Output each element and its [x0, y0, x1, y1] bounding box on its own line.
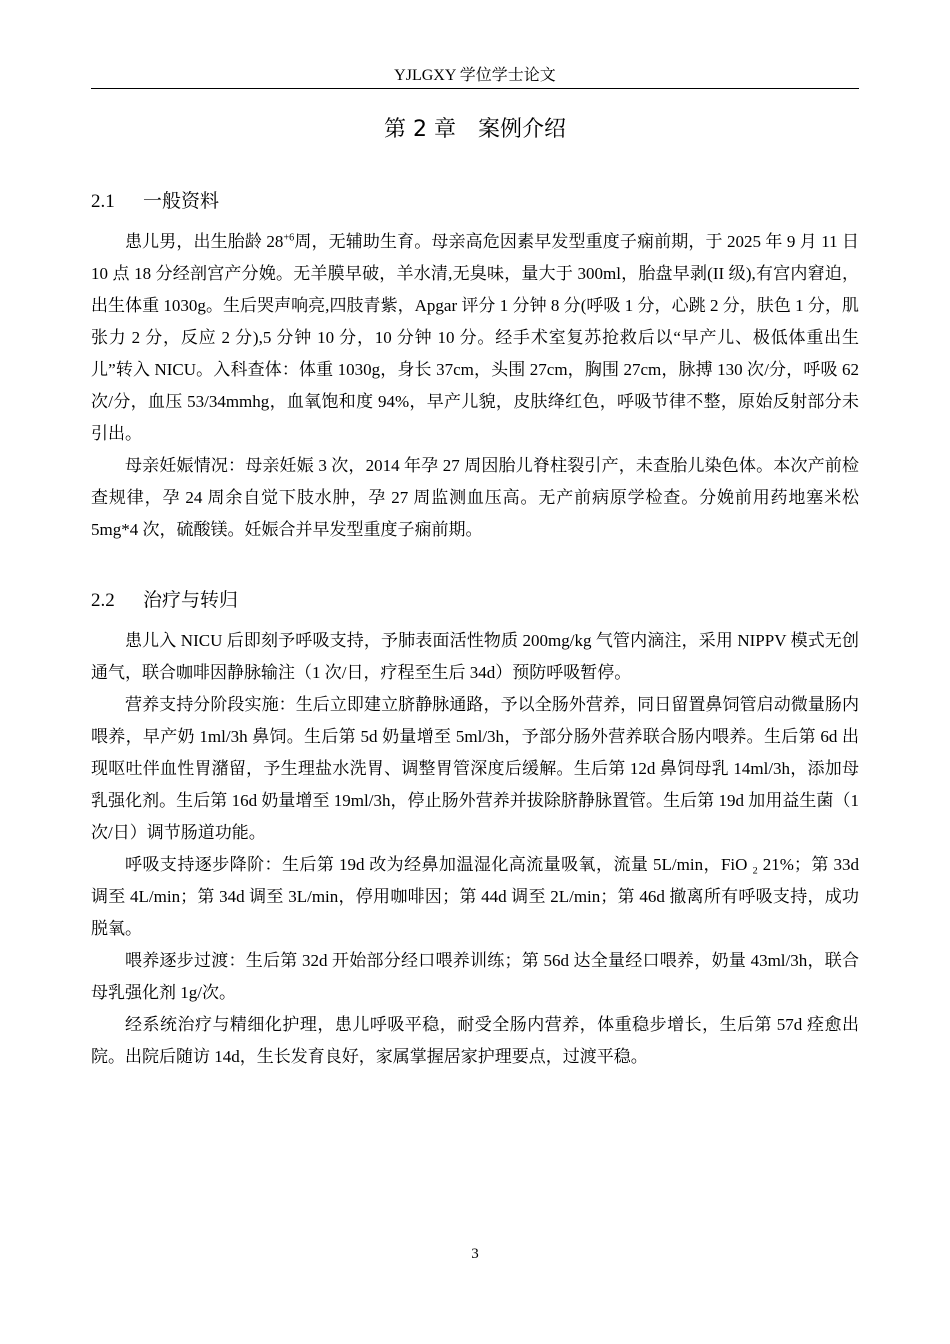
- running-title: YJLGXY 学位学士论文: [394, 67, 556, 84]
- paragraph-outcome: 经系统治疗与精细化护理，患儿呼吸平稳，耐受全肠内营养，体重稳步增长，生后第 57d 痊愈出院。出院后随访 14d，生长发育良好，家属掌握居家护理要点，过渡平稳。: [91, 1015, 859, 1066]
- paragraph-patient-info: [91, 226, 859, 450]
- section-body-general-info: [91, 226, 859, 546]
- page-header: [91, 64, 859, 89]
- page-number: 3: [471, 1246, 479, 1262]
- paragraph-text: 患儿男，出生胎龄 28: [125, 232, 284, 251]
- section-heading-treatment: [91, 586, 859, 615]
- gestational-days-superscript: +6: [283, 232, 295, 244]
- paragraph-feeding-transition: 喂养逐步过渡：生后第 32d 开始部分经口喂养训练；第 56d 达全量经口喂养，奶量 43ml/3h，联合母乳强化剂 1g/次。: [91, 951, 859, 1002]
- paragraph-respiratory-weaning: 呼吸支持逐步降阶：生后第 19d 改为经鼻加温湿化高流量吸氧，流量 5L/min，FiO ₂ 21%；第 33d 调至 4L/min；第 34d 调至 3L/min，停用咖啡因；第 44d 调至 2L/min；第 46d 撤离所有呼吸支持，成功脱氧。: [91, 855, 859, 938]
- section-heading-general-info: [91, 187, 859, 216]
- chapter-title: 第 2 章 案例介绍: [384, 117, 566, 142]
- section-number: 2.1: [91, 191, 115, 212]
- section-number: 2.2: [91, 590, 115, 611]
- paragraph-text: 周，无辅助生育。母亲高危因素早发型重度子痫前期，于 2025 年 9 月 11 日 10 点 18 分经剖宫产分娩。无羊膜早破，羊水清,无臭味，量大于 300ml，胎盘早剥(II 级),有宫内窘迫，出生体重 1030g。生后哭声响亮,四肢青紫，Apgar 评分 1 分钟 8 分(呼吸 1 分，心跳 2 分，肤色 1 分，肌张力 2 分，反应 2 分),5 分钟 10 分，10 分钟 10 分。经手术室复苏抢救后以“早产儿、极低体重出生儿”转入 NICU。入科查体：体重 1030g，身长 37cm，头围 27cm，胸围 27cm，脉搏 130 次/分，呼吸 62 次/分，血压 53/34mmhg，血氧饱和度 94%，早产儿貌，皮肤绛红色，呼吸节律不整，原始反射部分未引出。: [91, 232, 860, 443]
- section-body-treatment: [91, 625, 859, 1073]
- paragraph-maternal-history: 母亲妊娠情况：母亲妊娠 3 次，2014 年孕 27 周因胎儿脊柱裂引产，未查胎儿染色体。本次产前检查规律，孕 24 周余自觉下肢水肿，孕 27 周监测血压高。无产前病原学检查。分娩前用药地塞米松 5mg*4 次，硫酸镁。妊娠合并早发型重度子痫前期。: [91, 456, 859, 539]
- section-title: 一般资料: [143, 190, 220, 212]
- paragraph-nutrition-support: 营养支持分阶段实施：生后立即建立脐静脉通路，予以全肠外营养，同日留置鼻饲管启动微量肠内喂养，早产奶 1ml/3h 鼻饲。生后第 5d 奶量增至 5ml/3h，予部分肠外营养联合肠内喂养。生后第 6d 出现呕吐伴血性胃潴留，予生理盐水洗胃、调整胃管深度后缓解。生后第 12d 鼻饲母乳 14ml/3h，添加母乳强化剂。生后第 16d 奶量增至 19ml/3h，停止肠外营养并拔除脐静脉置管。生后第 19d 加用益生菌（1 次/日）调节肠道功能。: [91, 695, 859, 842]
- paragraph-respiratory-support: 患儿入 NICU 后即刻予呼吸支持，予肺表面活性物质 200mg/kg 气管内滴注，采用 NIPPV 模式无创通气，联合咖啡因静脉输注（1 次/日，疗程至生后 34d）预防呼吸暂停。: [91, 631, 859, 682]
- section-title: 治疗与转归: [143, 589, 239, 611]
